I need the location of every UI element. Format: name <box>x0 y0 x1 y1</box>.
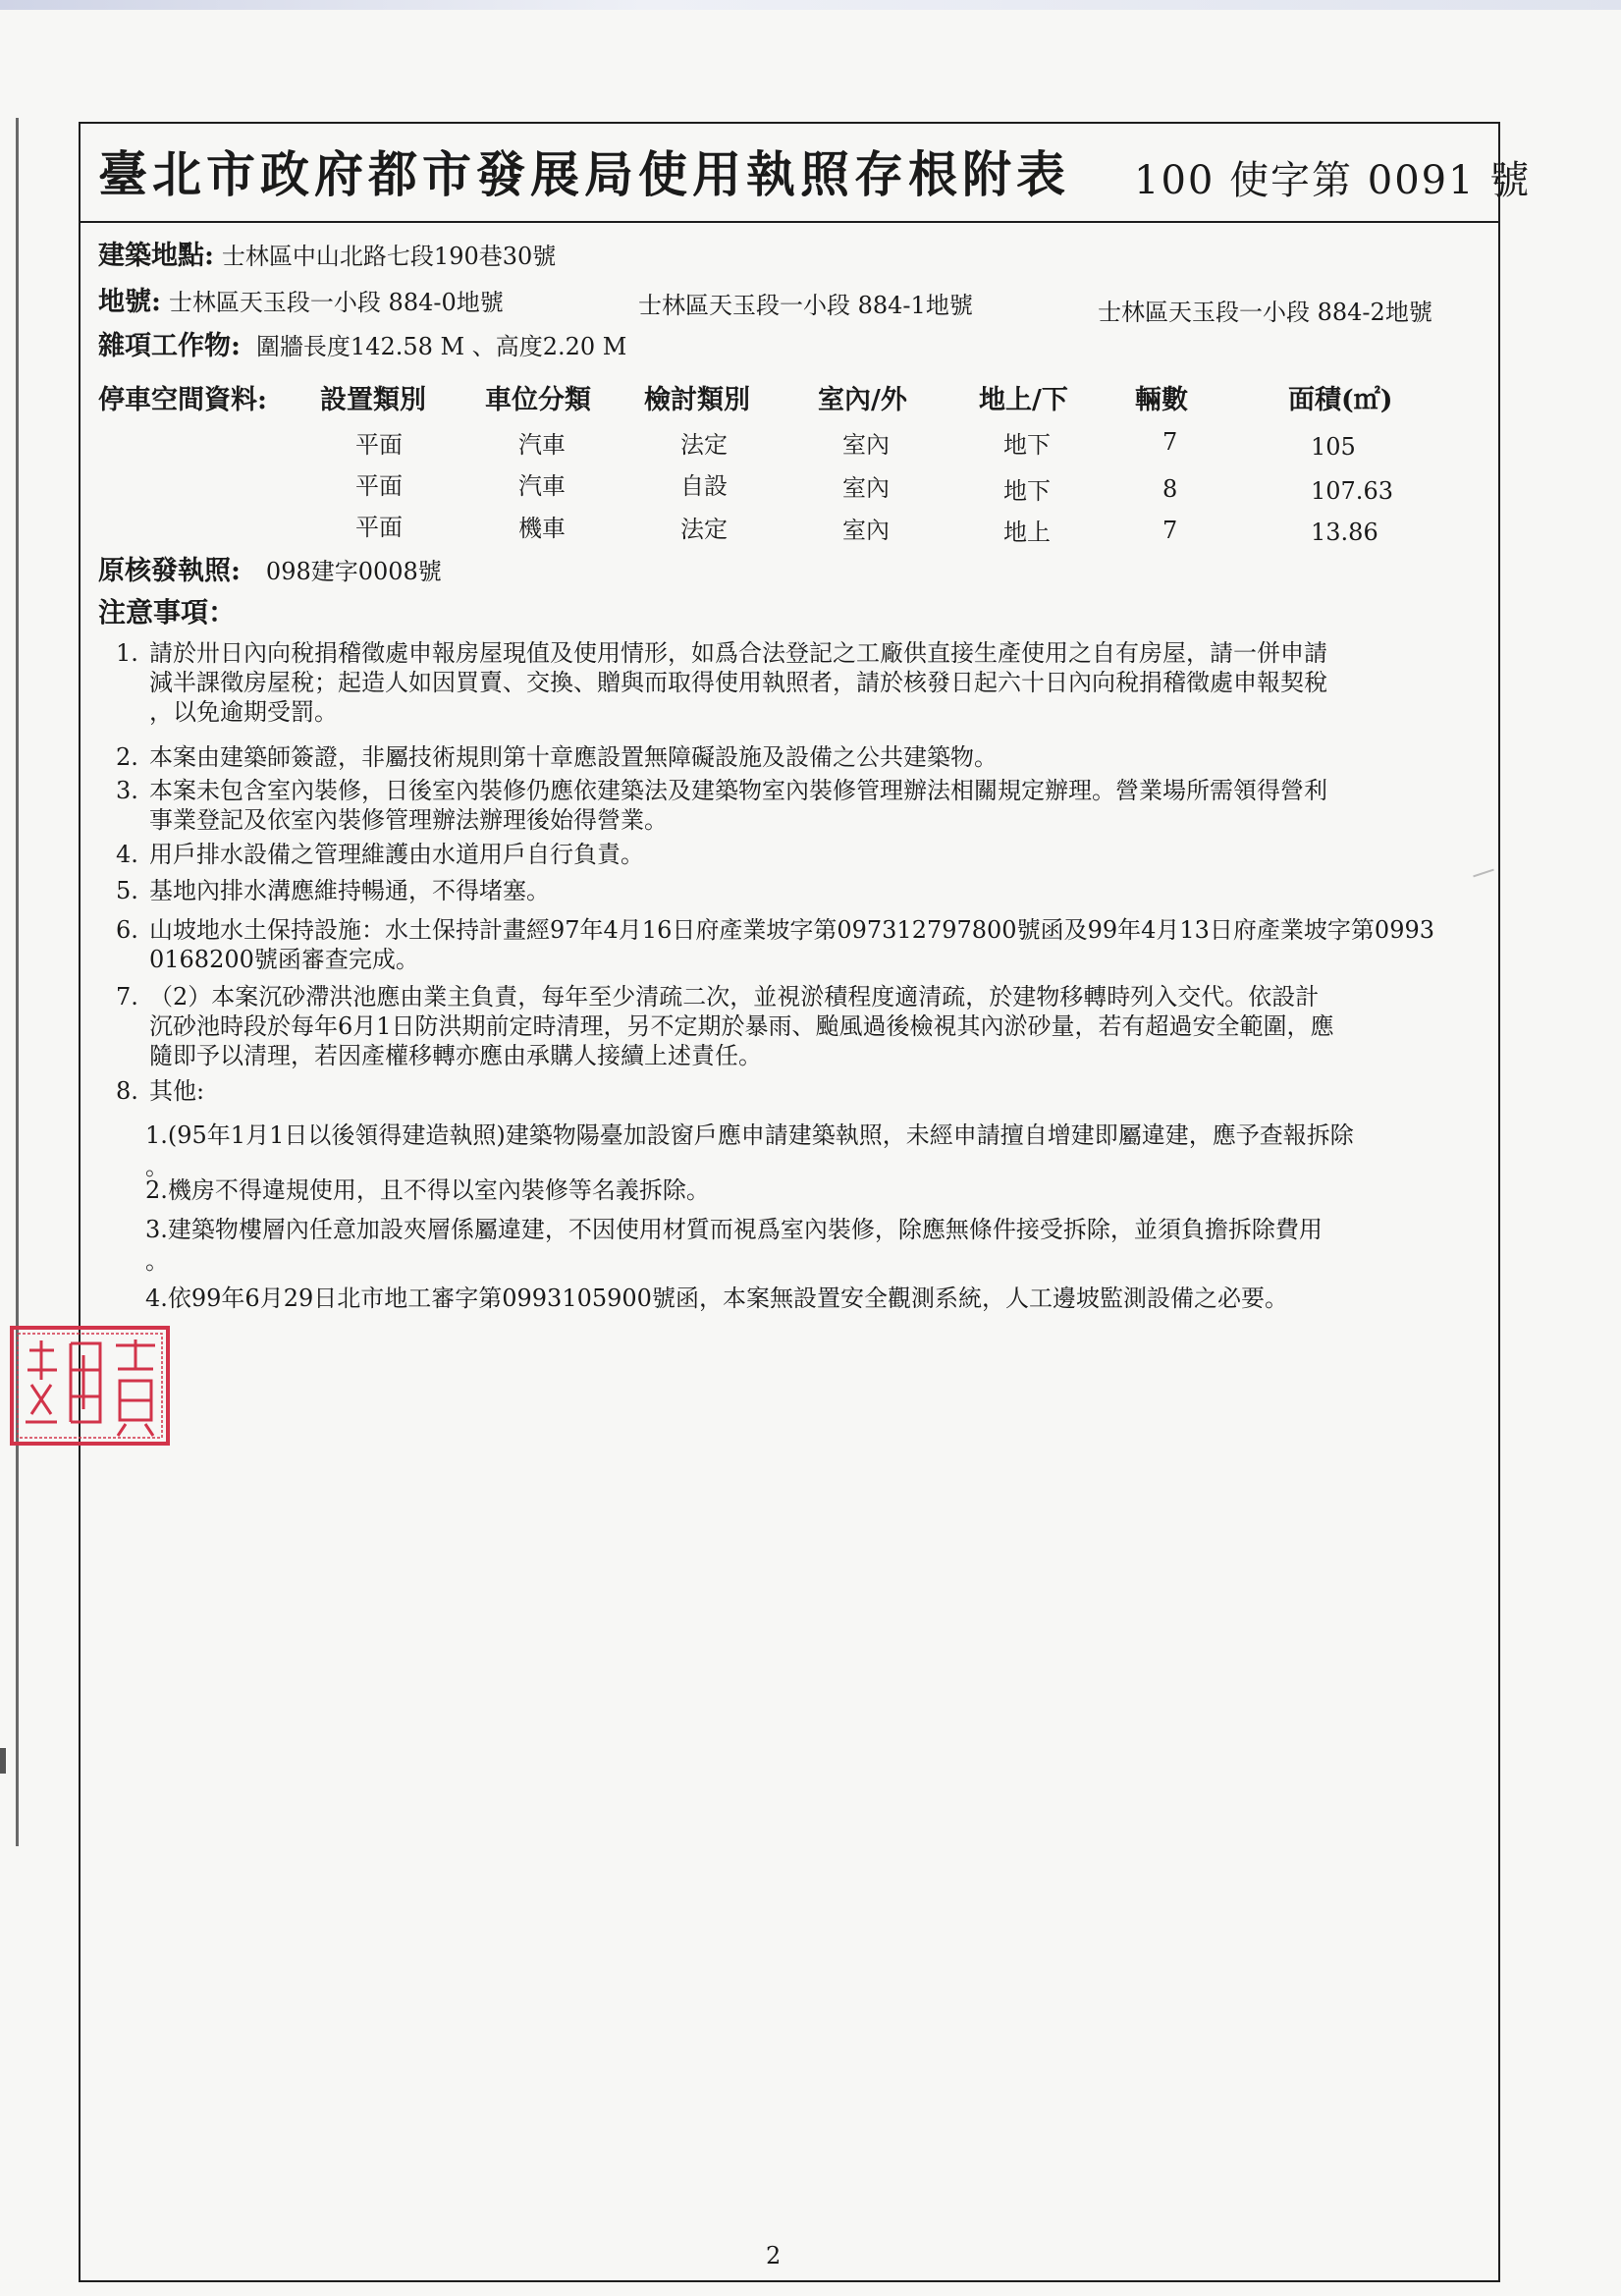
parking-cell: 13.86 <box>1311 519 1378 546</box>
parking-cell: 機車 <box>518 515 566 542</box>
parking-col-area: 面積(㎡) <box>1288 385 1393 415</box>
note-line: ，以免逾期受罰。 <box>149 698 338 726</box>
note-number: 6. <box>116 916 138 944</box>
note-line: 事業登記及依室內裝修管理辦法辦理後始得營業。 <box>149 806 668 834</box>
parking-cell: 平面 <box>355 431 403 459</box>
parking-col-type: 設置類別 <box>320 385 426 415</box>
parking-cell: 8 <box>1162 475 1178 503</box>
note-text <box>149 776 1509 835</box>
parking-col-count: 輛數 <box>1135 385 1188 415</box>
parking-cell: 自設 <box>680 472 728 500</box>
note-line: 減半課徵房屋稅；起造人如因買賣、交換、贈與而取得使用執照者，請於核發日起六十日內向稅捐稽徵處申報契稅 <box>149 669 1327 696</box>
parking-col-review: 檢討類別 <box>644 385 750 415</box>
scan-mark <box>0 1748 6 1774</box>
misc-label: 雜項工作物: <box>98 331 241 361</box>
parking-cell: 地下 <box>1003 431 1051 459</box>
parking-cell: 7 <box>1162 428 1178 456</box>
parking-cell: 平面 <box>355 514 403 541</box>
misc-value: 圍牆長度142.58 M 、高度2.20 M <box>255 333 627 360</box>
note-text <box>149 840 1509 869</box>
note-line: 用戶排水設備之管理維護由水道用戶自行負責。 <box>149 841 644 868</box>
page-number: 2 <box>766 2242 782 2269</box>
lot-value-1: 士林區天玉段一小段 884-0地號 <box>168 289 504 316</box>
note-number: 4. <box>116 841 138 868</box>
note-line: 隨即予以清理，若因產權移轉亦應由承購人接續上述責任。 <box>149 1042 762 1069</box>
notes-heading: 注意事項： <box>98 596 237 629</box>
parking-cell: 室內 <box>842 474 890 502</box>
parking-label: 停車空間資料: <box>98 385 267 415</box>
parking-cell: 法定 <box>680 516 728 543</box>
note-line: 0168200號函審查完成。 <box>149 946 419 973</box>
sub-note-line: 4.依99年6月29日北市地工審字第0993105900號函，本案無設置安全觀測系統，人工邊坡監測設備之必要。 <box>145 1285 1288 1312</box>
note-line: 請於卅日內向稅捐稽徵處申報房屋現值及使用情形，如爲合法登記之工廠供直接生產使用之自有房屋，請一併申請 <box>149 639 1327 667</box>
parking-cell: 室內 <box>842 517 890 544</box>
note-line: （2）本案沉砂滯洪池應由業主負責，每年至少清疏二次，並視淤積程度適清疏，於建物移轉時列入交代。依設計 <box>149 983 1320 1011</box>
parking-col-vehicle: 車位分類 <box>485 385 591 415</box>
parking-cell: 法定 <box>680 431 728 459</box>
location-value: 士林區中山北路七段190巷30號 <box>221 243 557 270</box>
sub-note-item <box>145 1214 1510 1277</box>
parking-cell: 汽車 <box>518 472 566 500</box>
parking-cell: 105 <box>1311 433 1356 461</box>
scan-edge-left <box>16 118 19 1846</box>
sub-note-line: 3.建築物樓層內任意加設夾層係屬違建，不因使用材質而視爲室內裝修，除應無條件接受拆除，並須負擔拆除費用 <box>145 1216 1323 1243</box>
note-text <box>149 915 1509 974</box>
parking-cell: 汽車 <box>518 431 566 459</box>
note-number: 5. <box>116 877 138 904</box>
original-permit-label: 原核發執照: <box>98 556 241 586</box>
note-line: 基地內排水溝應維持暢通，不得堵塞。 <box>149 877 550 904</box>
parking-col-indoor: 室內/外 <box>818 385 907 415</box>
note-text <box>149 982 1509 1070</box>
lot-value-3: 士林區天玉段一小段 884-2地號 <box>1098 299 1432 326</box>
document-title: 臺北市政府都市發展局使用執照存根附表 <box>98 145 1070 203</box>
sub-note-item <box>145 1120 1510 1182</box>
note-text <box>149 742 1509 772</box>
note-text <box>149 876 1509 905</box>
note-text <box>149 1076 1509 1106</box>
note-number: 3. <box>116 777 138 804</box>
parking-cell: 7 <box>1162 517 1178 544</box>
lot-row <box>98 287 504 318</box>
location-label: 建築地點: <box>98 241 214 271</box>
sub-note-line: 1.(95年1月1日以後領得建造執照)建築物陽臺加設窗戶應申請建築執照，未經申請擅自增建即屬違建，應予查報拆除 <box>145 1121 1354 1149</box>
scan-edge-top <box>0 0 1621 10</box>
parking-cell: 室內 <box>842 431 890 459</box>
note-line: 沉砂池時段於每年6月1日防洪期前定時清理，另不定期於暴雨、颱風過後檢視其內淤砂量，若有超過安全範圍，應 <box>149 1012 1334 1040</box>
note-line: 其他: <box>149 1077 205 1105</box>
note-number: 8. <box>116 1077 138 1105</box>
parking-cell: 107.63 <box>1311 477 1393 505</box>
location-row <box>98 241 556 272</box>
note-number: 7. <box>116 983 138 1011</box>
sub-note-line: 。 <box>145 1153 169 1180</box>
original-permit-row <box>98 556 442 587</box>
note-text <box>149 638 1509 727</box>
note-line: 本案由建築師簽證，非屬技術規則第十章應設置無障礙設施及設備之公共建築物。 <box>149 743 998 771</box>
sub-note-line: 2.機房不得違規使用，且不得以室內裝修等名義拆除。 <box>145 1176 710 1204</box>
note-line: 本案未包含室內裝修，日後室內裝修仍應依建築法及建築物室內裝修管理辦法相關規定辦理。營業場所需領得營利 <box>149 777 1327 804</box>
parking-col-level: 地上/下 <box>979 385 1068 415</box>
sub-note-item <box>145 1175 1510 1206</box>
original-permit-value: 098建字0008號 <box>265 558 442 585</box>
lot-label: 地號: <box>98 287 161 317</box>
misc-row <box>98 331 626 362</box>
note-line: 山坡地水土保持設施：水土保持計畫經97年4月16日府產業坡字第097312797800號函及99年4月13日府產業坡字第0993 <box>149 916 1435 944</box>
note-number: 1. <box>116 639 138 667</box>
permit-number: 100 使字第 0091 號 <box>1134 158 1532 203</box>
note-number: 2. <box>116 743 138 771</box>
official-seal-icon <box>10 1326 170 1446</box>
parking-cell: 平面 <box>355 472 403 500</box>
parking-cell: 地上 <box>1003 519 1051 546</box>
sub-note-line: 。 <box>145 1247 169 1275</box>
parking-cell: 地下 <box>1003 477 1051 505</box>
lot-value-2: 士林區天玉段一小段 884-1地號 <box>638 292 973 319</box>
sub-note-item <box>145 1283 1510 1314</box>
